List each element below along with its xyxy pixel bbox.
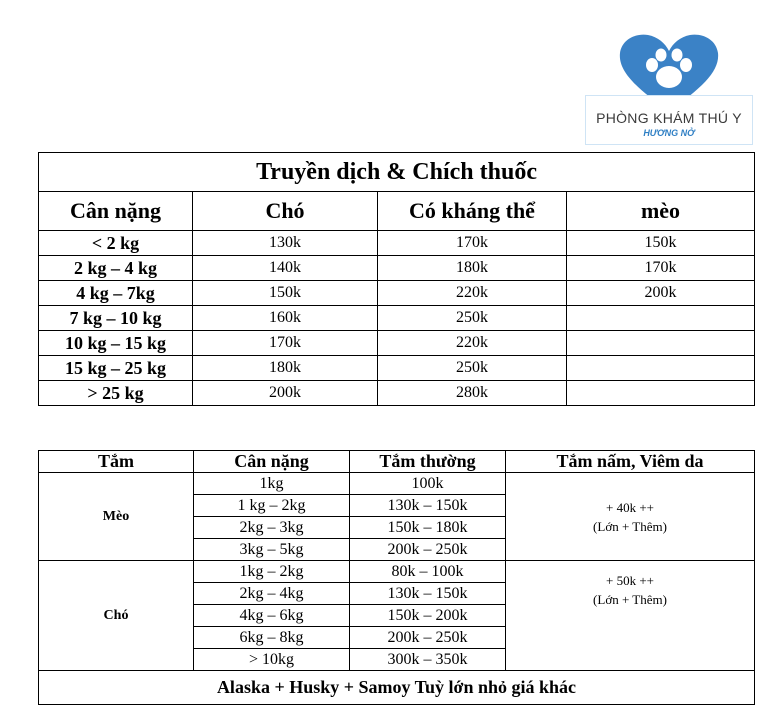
dog-group-label: Chó [39,561,194,671]
logo-banner [585,95,753,145]
header-normal-bath: Tắm thường [350,451,506,473]
normal-bath-price: 200k – 250k [350,539,506,561]
dog-price-cell: 170k [193,331,378,356]
weight-cell: 2kg – 4kg [194,583,350,605]
header-weight: Cân nặng [39,192,193,231]
dog-extra-price: + 50k ++ [606,573,654,588]
table-row [39,381,755,406]
weight-cell: < 2 kg [39,231,193,256]
normal-bath-price: 150k – 180k [350,517,506,539]
weight-cell: > 10kg [194,649,350,671]
antibody-price-cell: 280k [378,381,567,406]
table-row [39,231,755,256]
iv-injection-price-table [38,152,755,406]
cat-fungal-bath-price [506,473,755,561]
normal-bath-price: 100k [350,473,506,495]
cat-price-cell [567,381,755,406]
table-row [39,306,755,331]
weight-cell: 10 kg – 15 kg [39,331,193,356]
table-row [39,561,755,583]
antibody-price-cell: 250k [378,306,567,331]
cat-price-cell: 200k [567,281,755,306]
weight-cell: 6kg – 8kg [194,627,350,649]
dog-price-cell: 200k [193,381,378,406]
weight-cell: 3kg – 5kg [194,539,350,561]
logo-subtitle: HƯƠNG NỞ [643,128,695,138]
weight-cell: > 25 kg [39,381,193,406]
weight-cell: 4kg – 6kg [194,605,350,627]
antibody-price-cell: 220k [378,331,567,356]
header-antibody: Có kháng thể [378,192,567,231]
dog-price-cell: 150k [193,281,378,306]
weight-cell: 7 kg – 10 kg [39,306,193,331]
table1-title: Truyền dịch & Chích thuốc [39,153,755,192]
normal-bath-price: 200k – 250k [350,627,506,649]
table-row [39,473,755,495]
antibody-price-cell: 250k [378,356,567,381]
cat-extra-price: + 40k ++ [606,499,654,515]
dog-price-cell: 130k [193,231,378,256]
weight-cell: 2 kg – 4 kg [39,256,193,281]
dog-price-cell: 160k [193,306,378,331]
cat-extra-note: (Lớn + Thêm) [593,518,667,534]
cat-price-cell: 170k [567,256,755,281]
normal-bath-price: 80k – 100k [350,561,506,583]
dog-extra-note: (Lớn + Thêm) [593,592,667,607]
table-row [39,356,755,381]
weight-cell: 1 kg – 2kg [194,495,350,517]
normal-bath-price: 300k – 350k [350,649,506,671]
table-row [39,331,755,356]
normal-bath-price: 150k – 200k [350,605,506,627]
weight-cell: 4 kg – 7kg [39,281,193,306]
weight-cell: 2kg – 3kg [194,517,350,539]
antibody-price-cell: 220k [378,281,567,306]
bath-price-table [38,450,755,705]
normal-bath-price: 130k – 150k [350,583,506,605]
cat-price-cell: 150k [567,231,755,256]
normal-bath-price: 130k – 150k [350,495,506,517]
header-dog: Chó [193,192,378,231]
dog-fungal-bath-price [506,561,755,671]
header-fungal-bath: Tắm nấm, Viêm da [506,451,755,473]
dog-price-cell: 140k [193,256,378,281]
logo-name: PHÒNG KHÁM THÚ Y [596,110,742,126]
cat-price-cell [567,306,755,331]
weight-cell: 1kg – 2kg [194,561,350,583]
breed-note: Alaska + Husky + Samoy Tuỳ lớn nhỏ giá khác [39,671,755,705]
header-cat: mèo [567,192,755,231]
table-row [39,281,755,306]
weight-cell: 1kg [194,473,350,495]
antibody-price-cell: 180k [378,256,567,281]
antibody-price-cell: 170k [378,231,567,256]
clinic-logo [585,33,753,145]
weight-cell: 15 kg – 25 kg [39,356,193,381]
dog-price-cell: 180k [193,356,378,381]
header-weight: Cân nặng [194,451,350,473]
header-bath: Tắm [39,451,194,473]
cat-group-label: Mèo [39,473,194,561]
table-row [39,256,755,281]
cat-price-cell [567,356,755,381]
cat-price-cell [567,331,755,356]
